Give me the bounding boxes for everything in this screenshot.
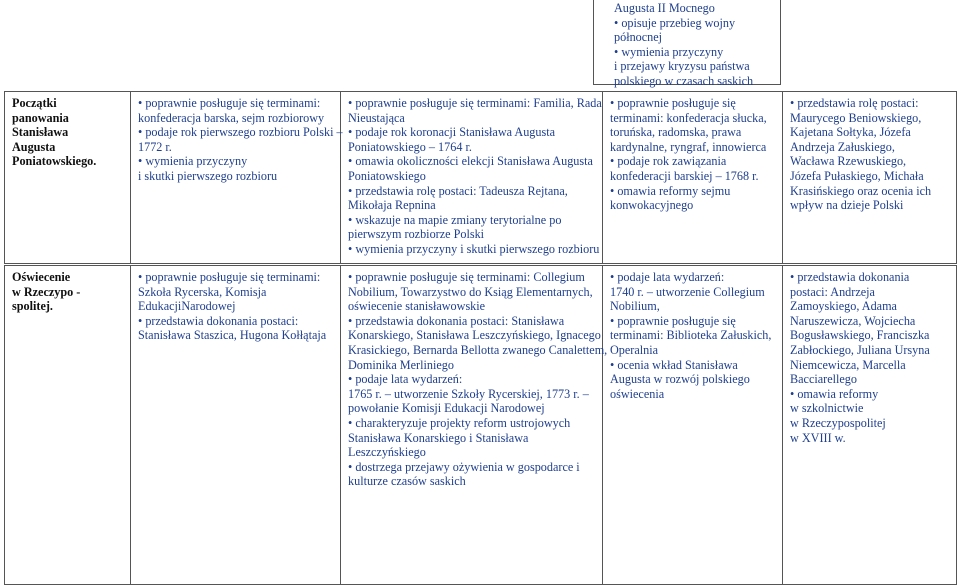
curriculum-table-row-2 bbox=[4, 265, 957, 585]
table-row bbox=[5, 266, 957, 585]
row-heading bbox=[5, 92, 131, 264]
heading-line: Początki bbox=[12, 96, 57, 110]
cell-line: Krasińskiego oraz ocenia ich bbox=[790, 183, 932, 198]
cell-line: Nieustająca bbox=[348, 110, 405, 125]
requirements-cell-bardzo-dobra bbox=[783, 92, 957, 264]
cell-line: • charakteryzuje projekty reform ustrojowych bbox=[348, 416, 596, 431]
cell-line: kardynalne, ryngraf, innowierca bbox=[610, 139, 767, 154]
cell-line: toruńska, radomska, prawa bbox=[610, 125, 742, 140]
cell-line: oświecenia bbox=[610, 386, 665, 401]
top-line: północnej bbox=[614, 30, 663, 45]
cell-line: Wacława Rzewuskiego, bbox=[790, 154, 907, 169]
cell-line: • poprawnie posługuje się bbox=[610, 314, 776, 329]
cell-line: Poniatowskiego – 1764 r. bbox=[348, 139, 472, 154]
cell-line: kulturze czasów saskich bbox=[348, 474, 466, 489]
cell-line: Józefa Pułaskiego, Michała bbox=[790, 168, 924, 183]
heading-line: Augusta bbox=[12, 139, 56, 154]
table-row bbox=[5, 92, 957, 264]
top-line: • wymienia przyczyny bbox=[614, 45, 780, 60]
cell-line: • poprawnie posługuje się terminami: bbox=[138, 270, 334, 285]
requirements-cell-bardzo-dobra bbox=[783, 266, 957, 585]
cell-line: pierwszym rozbiorze Polski bbox=[348, 227, 485, 242]
cell-line: konfederacja barska, sejm rozbiorowy bbox=[138, 110, 325, 125]
cell-line: • podaje rok zawiązania bbox=[610, 154, 776, 169]
top-line: • opisuje przebieg wojny bbox=[614, 16, 780, 31]
cell-line: Niemcewicza, Marcella bbox=[790, 357, 906, 372]
cell-line: Nobilium, Towarzystwo do Ksiąg Elementarnych, bbox=[348, 284, 593, 299]
cell-line: • przedstawia dokonania bbox=[790, 270, 950, 285]
cell-line: Poniatowskiego bbox=[348, 168, 426, 183]
cell-line: Konarskiego, Stanisława Leszczyńskiego, Ignacego bbox=[348, 328, 601, 343]
cell-line: • podaje rok koronacji Stanisława Augusta bbox=[348, 125, 596, 140]
cell-line: • omawia reformy sejmu bbox=[610, 184, 776, 199]
cell-line: • poprawnie posługuje się bbox=[610, 96, 776, 111]
requirements-cell-dostateczna bbox=[341, 266, 608, 585]
cell-line: • podaje lata wydarzeń: bbox=[610, 270, 776, 285]
cell-line: Andrzeja Załuskiego, bbox=[790, 139, 895, 154]
cell-line: wpływ na dzieje Polski bbox=[790, 198, 904, 213]
cell-line: oświecenie stanisławowskie bbox=[348, 299, 486, 314]
cell-line: • przedstawia rolę postaci: bbox=[790, 96, 950, 111]
cell-line: Zabłockiego, Juliana Ursyna bbox=[790, 342, 930, 357]
top-line: i przejawy kryzysu państwa bbox=[614, 59, 750, 74]
curriculum-table-row-1 bbox=[4, 91, 957, 264]
cell-line: • przedstawia dokonania postaci: bbox=[138, 314, 334, 329]
requirements-cell-dostateczna bbox=[341, 92, 603, 264]
cell-line: Bogusławskiego, Franciszka bbox=[790, 328, 930, 343]
cell-line: Nobilium, bbox=[610, 299, 660, 314]
cell-line: w Rzeczypospolitej bbox=[790, 415, 886, 430]
cell-line: Augusta w rozwój polskiego bbox=[610, 372, 750, 387]
cell-line: Naruszewicza, Wojciecha bbox=[790, 313, 916, 328]
cell-line: • poprawnie posługuje się terminami: bbox=[138, 96, 334, 111]
cell-line: Maurycego Beniowskiego, bbox=[790, 110, 922, 125]
heading-line: w Rzeczypo - bbox=[12, 284, 81, 299]
cell-line: terminami: Biblioteka Załuskich, bbox=[610, 328, 772, 343]
requirements-cell-dopuszczajaca bbox=[131, 92, 341, 264]
cell-line: • omawia reformy bbox=[790, 387, 950, 402]
cell-line: Bacciarellego bbox=[790, 372, 857, 387]
row-heading bbox=[5, 266, 131, 585]
cell-line: Leszczyńskiego bbox=[348, 445, 426, 460]
cell-line: Operalnia bbox=[610, 342, 659, 357]
requirements-cell-dobra bbox=[603, 92, 783, 264]
cell-line: • poprawnie posługuje się terminami: Collegium bbox=[348, 270, 596, 285]
cell-line: • przedstawia rolę postaci: Tadeusza Rejtana, bbox=[348, 184, 596, 199]
cell-line: • omawia okoliczności elekcji Stanisława Augusta bbox=[348, 154, 596, 169]
requirements-cell-dobra bbox=[603, 266, 783, 585]
cell-line: Kajetana Sołtyka, Józefa bbox=[790, 125, 911, 140]
cell-line: 1772 r. bbox=[138, 139, 172, 154]
cell-line: i skutki pierwszego rozbioru bbox=[138, 168, 278, 183]
cell-line: Stanisława Konarskiego i Stanisława bbox=[348, 430, 529, 445]
cell-line: Szkoła Rycerska, Komisja bbox=[138, 284, 267, 299]
cell-line: w XVIII w. bbox=[790, 430, 846, 445]
heading-line: Poniatowskiego. bbox=[12, 154, 97, 169]
cell-line: konwokacyjnego bbox=[610, 198, 694, 213]
cell-line: • wskazuje na mapie zmiany terytorialne po bbox=[348, 213, 596, 228]
heading-line: Oświecenie bbox=[12, 270, 71, 284]
top-line: polskiego w czasach saskich bbox=[614, 73, 754, 88]
heading-line: spolitej. bbox=[12, 299, 53, 314]
cell-line: • podaje rok pierwszego rozbioru Polski – bbox=[138, 125, 334, 140]
cell-line: • przedstawia dokonania postaci: Stanisława bbox=[348, 314, 596, 329]
cell-line: 1740 r. – utworzenie Collegium bbox=[610, 284, 765, 299]
cell-line: Stanisława Staszica, Hugona Kołłątaja bbox=[138, 328, 327, 343]
cell-line: • poprawnie posługuje się terminami: Familia, Rada bbox=[348, 96, 596, 111]
cell-line: EdukacjiNarodowej bbox=[138, 299, 236, 314]
top-fragment-cell bbox=[593, 0, 781, 88]
cell-line: • podaje lata wydarzeń: bbox=[348, 372, 596, 387]
requirements-cell-dopuszczajaca bbox=[131, 266, 341, 585]
heading-line: Stanisława bbox=[12, 125, 69, 140]
heading-line: panowania bbox=[12, 110, 69, 125]
cell-line: Krasickiego, Bernarda Bellotta zwanego Canalettem, bbox=[348, 342, 608, 357]
cell-line: w szkolnictwie bbox=[790, 401, 864, 416]
cell-line: • ocenia wkład Stanisława bbox=[610, 358, 776, 373]
cell-line: terminami: konfederacja słucka, bbox=[610, 110, 767, 125]
cell-line: Mikołaja Repnina bbox=[348, 198, 436, 213]
cell-line: Dominika Merliniego bbox=[348, 357, 454, 372]
cell-line: • wymienia przyczyny i skutki pierwszego rozbioru bbox=[348, 242, 596, 257]
cell-line: • wymienia przyczyny bbox=[138, 154, 334, 169]
top-line: Augusta II Mocnego bbox=[614, 1, 715, 15]
cell-line: • dostrzega przejawy ożywienia w gospodarce i bbox=[348, 460, 596, 475]
cell-line: postaci: Andrzeja bbox=[790, 284, 875, 299]
cell-line: Zamoyskiego, Adama bbox=[790, 299, 897, 314]
cell-line: konfederacji barskiej – 1768 r. bbox=[610, 168, 759, 183]
cell-line: powołanie Komisji Edukacji Narodowej bbox=[348, 401, 545, 416]
cell-line: 1765 r. – utworzenie Szkoły Rycerskiej, 1773 r. – bbox=[348, 386, 589, 401]
